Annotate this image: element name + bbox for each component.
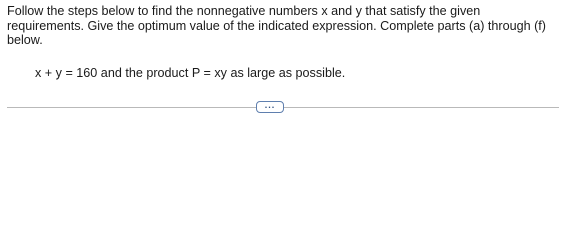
problem-statement: x + y = 160 and the product P = xy as large as possible. (35, 66, 346, 80)
question-instructions: Follow the steps below to find the nonnegative numbers x and y that satisfy the given requirements. Give the optimum value of the indicated expression. Complete parts (a) through (f) below. (7, 4, 546, 48)
expand-button[interactable]: ... (256, 101, 284, 113)
